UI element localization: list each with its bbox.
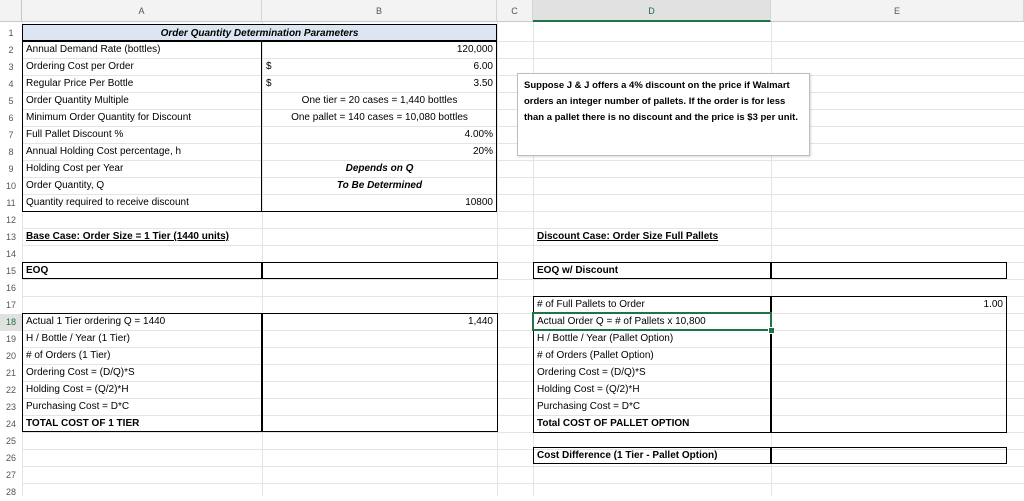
active-cell-selection[interactable] — [532, 312, 772, 331]
label-qty-required[interactable]: Quantity required to receive discount — [26, 197, 189, 208]
value-regular-price[interactable]: 3.50 — [473, 78, 493, 89]
label-holding-pct[interactable]: Annual Holding Cost percentage, h — [26, 146, 182, 157]
column-header-b[interactable]: B — [262, 0, 497, 22]
disc-row-purchasing-cost[interactable]: Purchasing Cost = D*C — [537, 401, 641, 412]
row-header-21[interactable]: 21 — [5, 368, 16, 378]
base-case-divider — [261, 313, 263, 432]
value-min-order-qty[interactable]: One pallet = 140 cases = 10,080 bottles — [291, 112, 468, 123]
row-header-10[interactable]: 10 — [5, 181, 16, 191]
currency-symbol: $ — [266, 78, 272, 89]
cost-difference-divider — [770, 447, 772, 464]
base-row-actual-q[interactable]: Actual 1 Tier ordering Q = 1440 — [26, 316, 166, 327]
row-header-11[interactable]: 11 — [6, 198, 16, 208]
base-row-h-bottle[interactable]: H / Bottle / Year (1 Tier) — [26, 333, 130, 344]
column-header-a[interactable]: A — [22, 0, 262, 22]
gridline — [22, 466, 1024, 467]
column-header-d[interactable]: D — [533, 0, 771, 22]
row-header-2[interactable]: 2 — [8, 45, 14, 55]
gridline — [22, 279, 1024, 280]
base-value-actual-q[interactable]: 1,440 — [467, 316, 493, 327]
value-ordering-cost[interactable]: 6.00 — [473, 61, 493, 72]
row-header-26[interactable]: 26 — [5, 453, 16, 463]
row-header-15[interactable]: 15 — [5, 266, 16, 276]
discount-note-textbox[interactable]: Suppose J & J offers a 4% discount on the price if Walmart orders an integer number of pallets. If the order is for less than a pallet there is no discount and the price is $3 per unit. — [517, 73, 810, 156]
row-header-22[interactable]: 22 — [5, 385, 16, 395]
disc-row-ordering-cost[interactable]: Ordering Cost = (D/Q)*S — [537, 367, 646, 378]
value-pallet-discount[interactable]: 4.00% — [464, 129, 493, 140]
row-header-14[interactable]: 14 — [5, 249, 16, 259]
row-header-9[interactable]: 9 — [8, 164, 14, 174]
disc-value-num-pallets[interactable]: 1.00 — [983, 299, 1003, 310]
row-header-18[interactable]: 18 — [0, 314, 22, 331]
row-header-3[interactable]: 3 — [8, 62, 14, 72]
base-row-ordering-cost[interactable]: Ordering Cost = (D/Q)*S — [26, 367, 135, 378]
disc-row-num-orders[interactable]: # of Orders (Pallet Option) — [537, 350, 654, 361]
params-title[interactable]: Order Quantity Determination Parameters — [22, 24, 497, 41]
row-header-24[interactable]: 24 — [5, 419, 16, 429]
eoq-discount-divider — [770, 262, 772, 279]
row-header-13[interactable]: 13 — [5, 232, 16, 242]
label-min-order-qty[interactable]: Minimum Order Quantity for Discount — [26, 112, 192, 123]
label-pallet-discount[interactable]: Full Pallet Discount % — [26, 129, 124, 140]
row-header-17[interactable]: 17 — [5, 300, 16, 310]
label-order-multiple[interactable]: Order Quantity Multiple — [26, 95, 129, 106]
gridline — [22, 483, 1024, 484]
gridline — [22, 245, 1024, 246]
label-order-qty[interactable]: Order Quantity, Q — [26, 180, 105, 191]
row-header-5[interactable]: 5 — [8, 96, 14, 106]
disc-row-actual-q[interactable]: Actual Order Q = # of Pallets x 10,800 — [537, 316, 706, 327]
disc-row-holding-cost[interactable]: Holding Cost = (Q/2)*H — [537, 384, 640, 395]
value-order-qty[interactable]: To Be Determined — [336, 180, 423, 191]
row-header-28[interactable]: 28 — [5, 487, 16, 497]
base-row-purchasing-cost[interactable]: Purchasing Cost = D*C — [26, 401, 130, 412]
label-annual-demand[interactable]: Annual Demand Rate (bottles) — [26, 44, 161, 55]
row-header-19[interactable]: 19 — [5, 334, 16, 344]
currency-symbol: $ — [266, 61, 272, 72]
label-regular-price[interactable]: Regular Price Per Bottle — [26, 78, 134, 89]
eoq-label[interactable]: EOQ — [26, 265, 49, 276]
disc-row-total-cost[interactable]: Total COST OF PALLET OPTION — [537, 418, 690, 429]
label-holding-cost[interactable]: Holding Cost per Year — [26, 163, 124, 174]
disc-row-num-pallets[interactable]: # of Full Pallets to Order — [537, 299, 645, 310]
column-header-c[interactable]: C — [497, 0, 533, 22]
row-header-8[interactable]: 8 — [8, 147, 14, 157]
row-header-7[interactable]: 7 — [8, 130, 14, 140]
value-order-multiple[interactable]: One tier = 20 cases = 1,440 bottles — [301, 95, 458, 106]
base-row-holding-cost[interactable]: Holding Cost = (Q/2)*H — [26, 384, 129, 395]
column-header-e[interactable]: E — [771, 0, 1024, 22]
value-holding-pct[interactable]: 20% — [472, 146, 493, 157]
value-qty-required[interactable]: 10800 — [465, 197, 493, 208]
base-row-total-cost[interactable]: TOTAL COST OF 1 TIER — [26, 418, 140, 429]
discount-case-heading[interactable]: Discount Case: Order Size Full Pallets — [537, 231, 719, 242]
row-header-27[interactable]: 27 — [5, 470, 16, 480]
cost-difference-label[interactable]: Cost Difference (1 Tier - Pallet Option) — [537, 450, 718, 461]
base-row-num-orders[interactable]: # of Orders (1 Tier) — [26, 350, 111, 361]
base-case-heading[interactable]: Base Case: Order Size = 1 Tier (1440 units) — [26, 231, 229, 242]
disc-row-h-bottle[interactable]: H / Bottle / Year (Pallet Option) — [537, 333, 674, 344]
eoq-discount-label[interactable]: EOQ w/ Discount — [537, 265, 619, 276]
value-holding-cost[interactable]: Depends on Q — [345, 163, 414, 174]
row-header-12[interactable]: 12 — [5, 215, 16, 225]
row-header-23[interactable]: 23 — [5, 402, 16, 412]
row-header-20[interactable]: 20 — [5, 351, 16, 361]
fill-handle[interactable] — [768, 327, 775, 334]
eoq-divider — [261, 262, 263, 279]
value-annual-demand[interactable]: 120,000 — [456, 44, 493, 55]
row-header-4[interactable]: 4 — [8, 79, 14, 89]
row-header-6[interactable]: 6 — [8, 113, 14, 123]
row-header-25[interactable]: 25 — [5, 436, 16, 446]
row-header-1[interactable]: 1 — [8, 28, 14, 38]
label-ordering-cost[interactable]: Ordering Cost per Order — [26, 61, 134, 72]
select-all-corner[interactable] — [0, 0, 22, 22]
row-header-16[interactable]: 16 — [5, 283, 16, 293]
